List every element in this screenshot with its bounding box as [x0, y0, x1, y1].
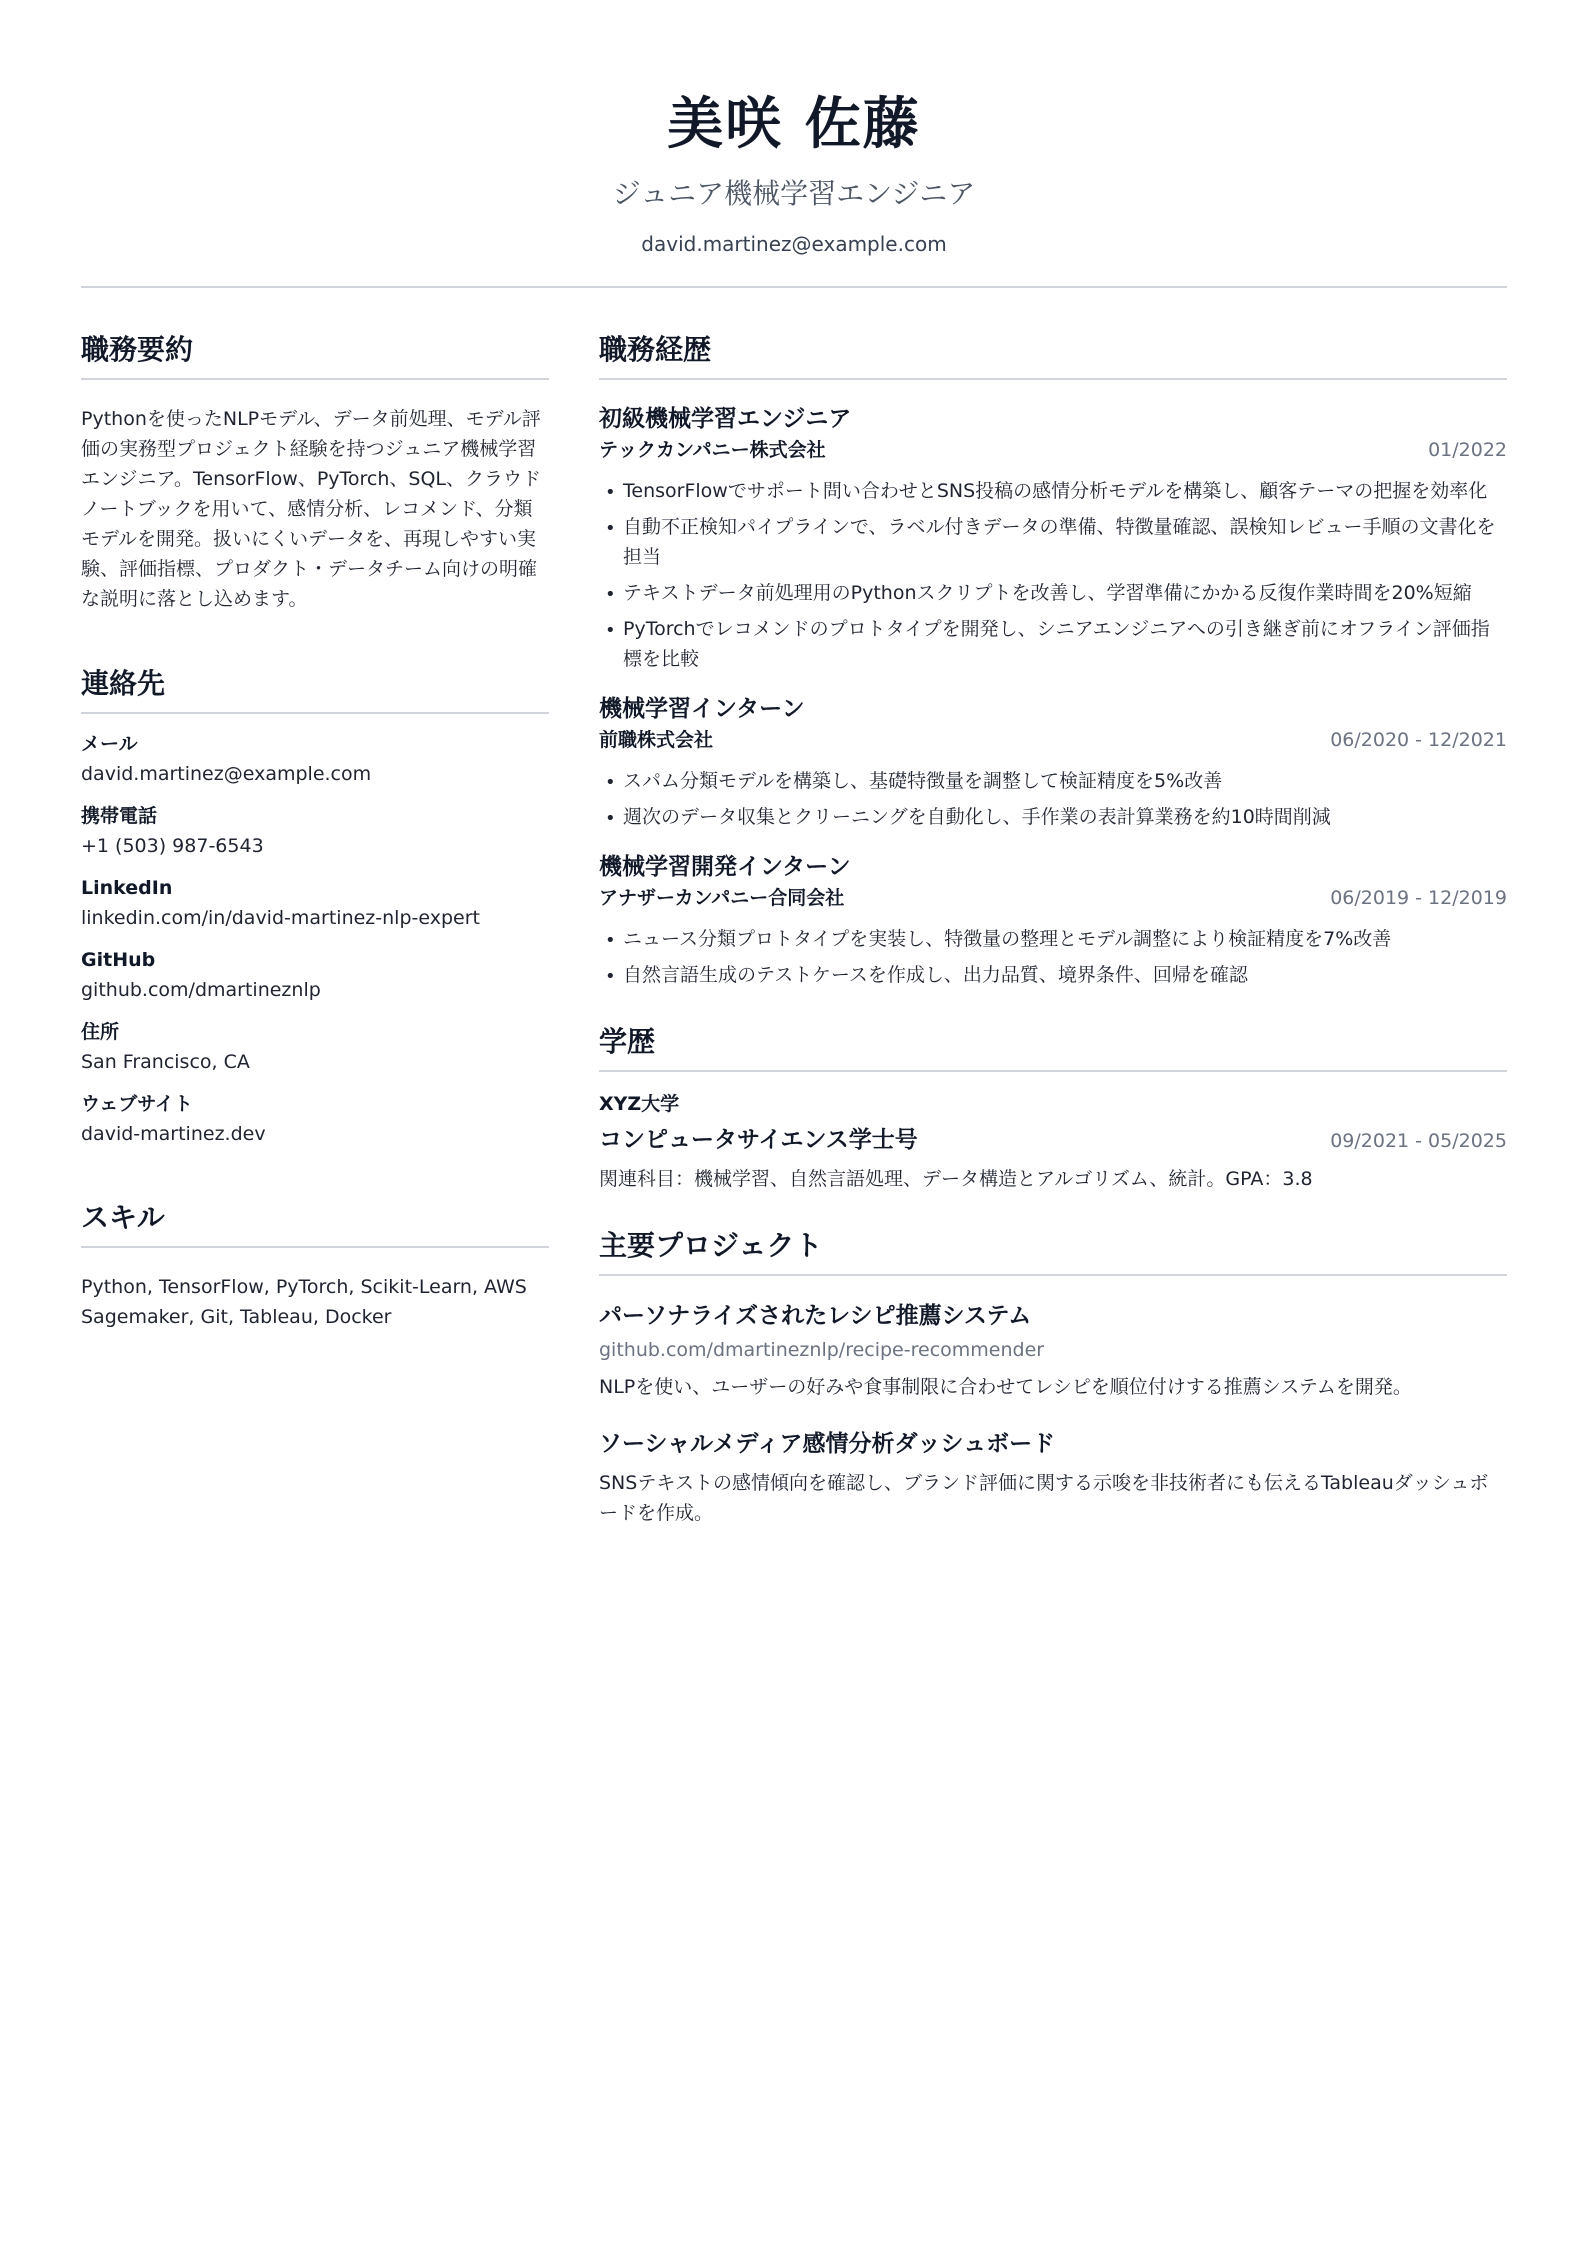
- contact-value-website[interactable]: david-martinez.dev: [81, 1123, 266, 1145]
- right-column: [599, 332, 1507, 1554]
- skills-section: [81, 1200, 549, 1332]
- job-bullets: [599, 476, 1507, 674]
- job-bullet: • テキストデータ前処理用のPythonスクリプトを改善し、学習準備にかかる反復作業時間を20%短縮: [599, 578, 1507, 608]
- section-title: 主要プロジェクト: [599, 1229, 823, 1262]
- job-title: 機械学習開発インターン: [599, 854, 851, 880]
- job-bullet: • TensorFlowでサポート問い合わせとSNS投稿の感情分析モデルを構築し、顧客テーマの把握を効率化: [599, 476, 1507, 506]
- candidate-name: 美咲 佐藤: [667, 92, 921, 157]
- degree-row: [599, 1124, 1507, 1156]
- job-entry: [599, 694, 1507, 832]
- contact-section: [81, 666, 549, 1148]
- job-entry: [599, 404, 1507, 674]
- section-title: 職務経歴: [599, 333, 712, 366]
- job-company: 前職株式会社: [599, 729, 714, 751]
- section-divider: [599, 378, 1507, 380]
- job-title: 機械学習インターン: [599, 696, 805, 722]
- job-meta: [599, 436, 1507, 464]
- header-divider: [81, 286, 1507, 288]
- project-title: ソーシャルメディア感情分析ダッシュボード: [599, 1431, 1056, 1457]
- job-dates: 06/2020 - 12/2021: [1330, 729, 1507, 751]
- contact-value-address: San Francisco, CA: [81, 1051, 250, 1073]
- contact-label-linkedin: LinkedIn: [81, 877, 173, 899]
- education-dates: 09/2021 - 05/2025: [1330, 1130, 1507, 1152]
- section-divider: [81, 378, 549, 380]
- candidate-role: ジュニア機械学習エンジニア: [612, 177, 976, 210]
- job-entry: [599, 852, 1507, 990]
- job-meta: [599, 884, 1507, 912]
- section-divider: [599, 1274, 1507, 1276]
- section-title: 学歴: [599, 1025, 656, 1058]
- job-company: アナザーカンパニー合同会社: [599, 887, 845, 909]
- project-url[interactable]: github.com/dmartineznlp/recipe-recommender: [599, 1339, 1045, 1361]
- job-bullet: • 自動不正検知パイプラインで、ラベル付きデータの準備、特徴量確認、誤検知レビュー手順の文書化を担当: [599, 512, 1507, 572]
- left-column: [81, 332, 549, 1554]
- section-divider: [599, 1070, 1507, 1072]
- section-title: スキル: [81, 1201, 165, 1234]
- job-company: テックカンパニー株式会社: [599, 439, 826, 461]
- contact-label-address: 住所: [81, 1021, 120, 1043]
- contact-value-github[interactable]: github.com/dmartineznlp: [81, 979, 321, 1001]
- job-bullet: • スパム分類モデルを構築し、基礎特徴量を調整して検証精度を5%改善: [599, 766, 1507, 796]
- summary-section: [81, 332, 549, 614]
- contact-label-phone: 携帯電話: [81, 805, 158, 827]
- job-bullet: • 週次のデータ収集とクリーニングを自動化し、手作業の表計算業務を約10時間削減: [599, 802, 1507, 832]
- job-bullets: [599, 766, 1507, 832]
- job-title: 初級機械学習エンジニア: [599, 406, 852, 432]
- job-bullet: • ニュース分類プロトタイプを実装し、特徴量の整理とモデル調整により検証精度を7%改善: [599, 924, 1507, 954]
- degree-name: コンピュータサイエンス学士号: [599, 1127, 918, 1153]
- resume-columns: [81, 332, 1507, 1554]
- contact-value-linkedin[interactable]: linkedin.com/in/david-martinez-nlp-expert: [81, 907, 480, 929]
- section-divider: [81, 712, 549, 714]
- job-bullets: [599, 924, 1507, 990]
- contact-label-email: メール: [81, 733, 138, 755]
- job-dates: 01/2022: [1428, 439, 1507, 461]
- section-divider: [81, 1246, 549, 1248]
- job-bullet: • PyTorchでレコメンドのプロトタイプを開発し、シニアエンジニアへの引き継ぎ前にオフライン評価指標を比較: [599, 614, 1507, 674]
- job-bullet: • 自然言語生成のテストケースを作成し、出力品質、境界条件、回帰を確認: [599, 960, 1507, 990]
- contact-value-email[interactable]: david.martinez@example.com: [81, 763, 372, 785]
- project-entry: [599, 1300, 1507, 1402]
- contact-list: [81, 730, 549, 1148]
- project-description: SNSテキストの感情傾向を確認し、ブランド評価に関する示唆を非技術者にも伝えるTableauダッシュボードを作成。: [599, 1472, 1489, 1524]
- job-dates: 06/2019 - 12/2019: [1330, 887, 1507, 909]
- school-name: XYZ大学: [599, 1093, 680, 1115]
- projects-section: [599, 1228, 1507, 1528]
- skills-text: Python, TensorFlow, PyTorch, Scikit-Learn, AWS Sagemaker, Git, Tableau, Docker: [81, 1276, 527, 1328]
- section-title: 連絡先: [81, 667, 166, 700]
- resume-header: [81, 0, 1507, 288]
- section-title: 職務要約: [81, 333, 194, 366]
- contact-label-github: GitHub: [81, 949, 156, 971]
- experience-section: [599, 332, 1507, 990]
- contact-value-phone[interactable]: +1 (503) 987-6543: [81, 835, 264, 857]
- education-section: [599, 1024, 1507, 1194]
- job-meta: [599, 726, 1507, 754]
- education-detail: 関連科目：機械学習、自然言語処理、データ構造とアルゴリズム、統計。GPA：3.8: [599, 1168, 1313, 1190]
- contact-label-website: ウェブサイト: [81, 1093, 193, 1115]
- project-entry: [599, 1428, 1507, 1528]
- header-email[interactable]: david.martinez@example.com: [641, 232, 947, 256]
- project-description: NLPを使い、ユーザーの好みや食事制限に合わせてレシピを順位付けする推薦システムを開発。: [599, 1376, 1412, 1398]
- summary-text: Pythonを使ったNLPモデル、データ前処理、モデル評価の実務型プロジェクト経験を持つジュニア機械学習エンジニア。TensorFlow、PyTorch、SQL、クラウドノートブックを用いて、感情分析、レコメンド、分類モデルを開発。扱いにくいデータを、再現しやすい実験、評価指標、プロダクト・データチーム向けの明確な説明に落とし込めます。: [81, 408, 542, 610]
- project-title: パーソナライズされたレシピ推薦システム: [599, 1303, 1032, 1329]
